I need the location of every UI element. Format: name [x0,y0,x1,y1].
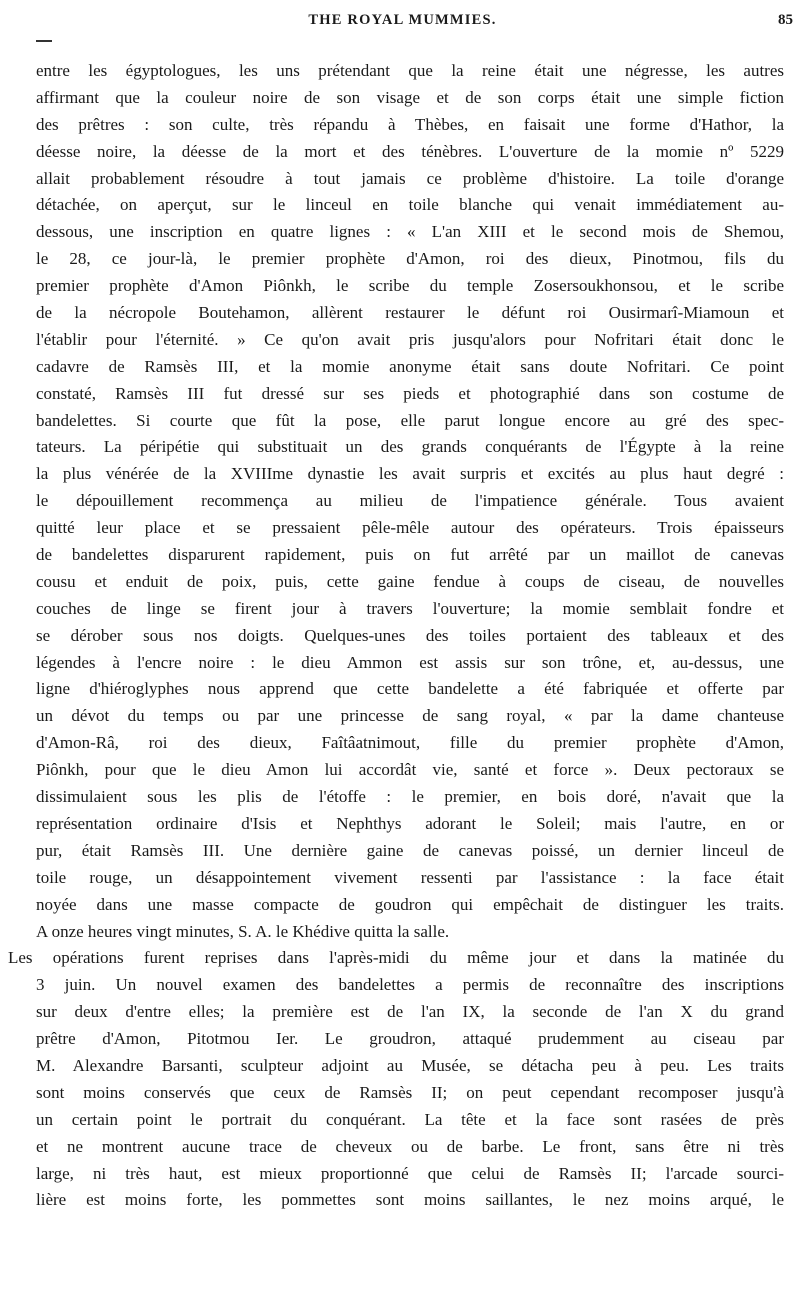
text-line: 3 juin. Un nouvel examen des bandelettes a permis de reconnaître des inscriptions [36,975,784,995]
header-dash [36,40,52,42]
text-line: dessous, une inscription en quatre lignes : « L'an XIII et le second mois de Shemou, [36,222,784,242]
text-line: dissimulaient sous les plis de l'étoffe : le premier, en bois doré, n'avait que la [36,787,784,807]
text-line: affirmant que la couleur noire de son visage et de son corps était une simple fiction [36,87,784,107]
text-line: détachée, on aperçut, sur le linceul en toile blanche qui venait immédiatement au- [36,195,784,215]
text-line: entre les égyptologues, les uns prétendant que la reine était une négresse, les autres [36,61,784,80]
text-line: se dérober sous nos doigts. Quelques-unes des toiles portaient des tableaux et des [36,625,784,645]
text-line: couches de linge se firent jour à travers l'ouverture; la momie semblait fondre et [36,598,784,618]
text-line: constaté, Ramsès III fut dressé sur ses pieds et photographié dans son costume de [36,383,784,403]
text-line: cousu et enduit de poix, puis, cette gaine fendue à coups de ciseau, de nouvelles [36,571,784,591]
page-header [0,12,805,38]
text-line: toile rouge, un désappointement vivement ressenti par l'assistance : la face était [36,867,784,887]
text-line: A onze heures vingt minutes, S. A. le Khédive quitta la salle. [36,921,450,941]
text-line: sur deux d'entre elles; la première est de l'an IX, la seconde de l'an X du grand [36,1002,784,1022]
text-line: des prêtres : son culte, très répandu à Thèbes, en faisait une forme d'Hathor, la [36,114,784,134]
text-line: lière est moins forte, les pommettes sont moins saillantes, le nez moins arqué, le [36,1190,784,1210]
text-line: cadavre de Ramsès III, et la momie anonyme était sans doute Nofritari. Ce point [36,356,784,376]
text-line: M. Alexandre Barsanti, sculpteur adjoint au Musée, se détacha peu à peu. Les traits [36,1055,784,1075]
text-line: sont moins conservés que ceux de Ramsès II; on peut cependant recomposer jusqu'à [36,1082,784,1102]
text-line: ligne d'hiéroglyphes nous apprend que cette bandelette a été fabriquée et offerte par [36,679,784,699]
text-line: et ne montrent aucune trace de cheveux ou de barbe. Le front, sans être ni très [36,1136,784,1156]
page-number: 85 [778,12,793,28]
text-line: large, ni très haut, est mieux proportionné que celui de Ramsès II; l'arcade sourci- [36,1163,784,1183]
text-line: allait probablement résoudre à tout jamais ce problème d'histoire. La toile d'orange [36,168,784,188]
text-line: légendes à l'encre noire : le dieu Ammon est assis sur son trône, et, au-dessus, une [36,652,784,672]
text-line: premier prophète d'Amon Piônkh, le scribe du temple Zosersoukhonsou, et le scribe [36,276,784,296]
text-line: déesse noire, la déesse de la mort et des ténèbres. L'ouverture de la momie nº 5229 [36,141,784,161]
text-line: Piônkh, pour que le dieu Amon lui accordât vie, santé et force ». Deux pectoraux se [36,760,784,780]
running-title: THE ROYAL MUMMIES. [308,12,497,28]
text-line: pur, était Ramsès III. Une dernière gaine de canevas poissé, un dernier linceul de [36,840,784,860]
text-line: un certain point le portrait du conquérant. La tête et la face sont rasées de près [36,1109,784,1129]
text-line: un dévot du temps ou par une princesse de sang royal, « par la dame chanteuse [36,706,784,726]
text-line: le 28, ce jour-là, le premier prophète d'Amon, roi des dieux, Pinotmou, fils du [36,249,784,269]
text-line: l'établir pour l'éternité. » Ce qu'on avait pris jusqu'alors pour Nofritari était donc le [36,329,784,349]
text-line: de la nécropole Boutehamon, allèrent restaurer le défunt roi Ousirmarî-Miamoun et [36,303,784,323]
text-line: le dépouillement recommença au milieu de l'impatience générale. Tous avaient [36,491,784,511]
body-text [8,58,784,1214]
text-line: bandelettes. Si courte que fût la pose, elle parut longue encore au gré des spec- [36,410,784,430]
text-line: noyée dans une masse compacte de goudron qui empêchait de distinguer les traits. [36,894,784,914]
text-line: tateurs. La péripétie qui substituait un des grands conquérants de l'Égypte à la reine [36,437,784,457]
text-line: d'Amon-Râ, roi des dieux, Faîtâatnimout, fille du premier prophète d'Amon, [36,733,784,753]
text-line: la plus vénérée de la XVIIIme dynastie les avait surpris et excités au plus haut degré : [36,464,784,484]
text-line: de bandelettes disparurent rapidement, puis on fut arrêté par un maillot de canevas [36,545,784,565]
text-line: représentation ordinaire d'Isis et Nephthys adorant le Soleil; mais l'autre, en or [36,813,784,833]
paragraph-first-line: Les opérations furent reprises dans l'après-midi du même jour et dans la matinée du [8,948,784,968]
text-line: prêtre d'Amon, Pitotmou Ier. Le groudron, attaqué prudemment au ciseau par [36,1029,784,1049]
text-line: quitté leur place et se pressaient pêle-mêle autour des opérateurs. Trois épaisseurs [36,518,784,538]
